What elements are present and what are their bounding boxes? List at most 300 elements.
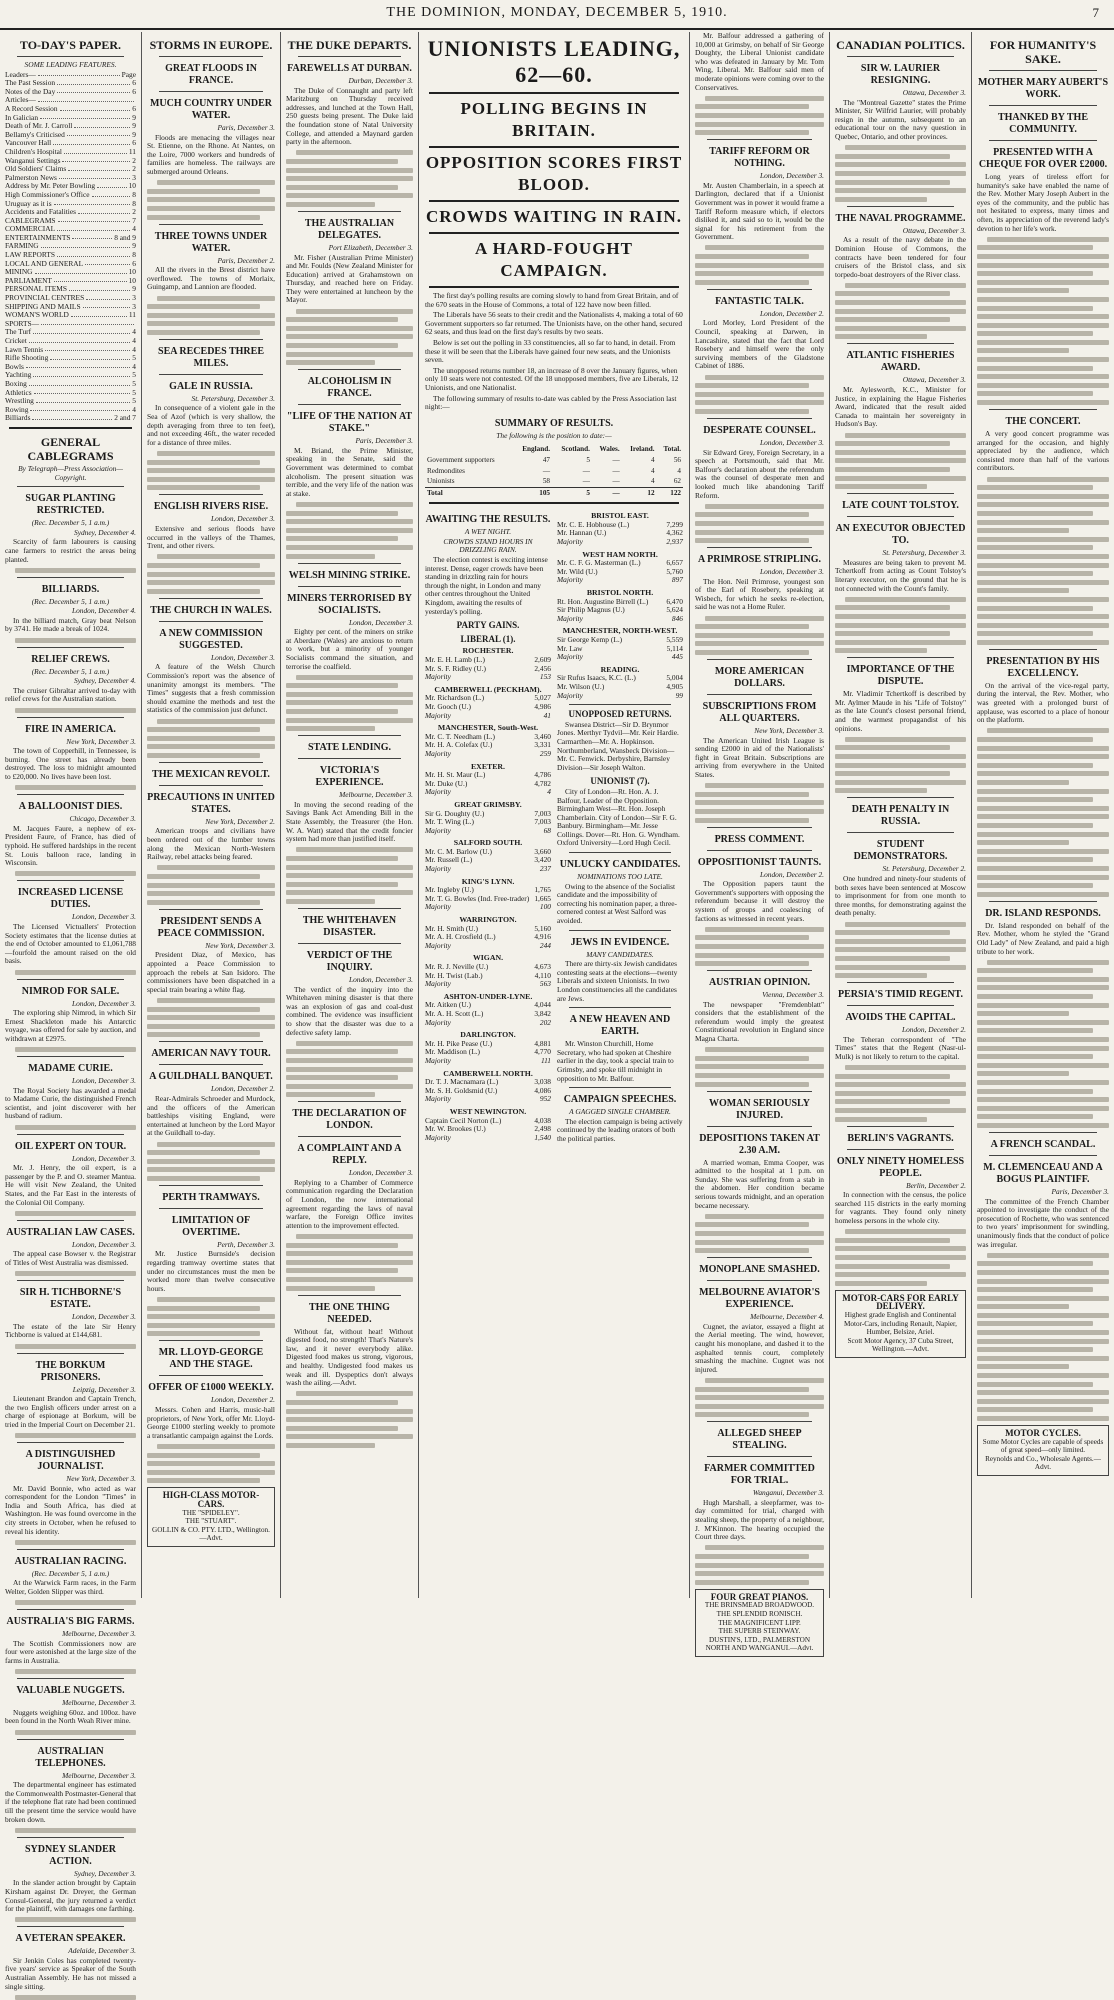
story-text: The Scottish Commissioners now are four were astonished at the large size of the farms in Australia.: [5, 1638, 136, 1665]
result-block: [425, 916, 551, 950]
index-page: 10: [128, 275, 136, 285]
liberal-heading: LIBERAL (1).: [460, 633, 516, 644]
story-text: The Opposition papers taunt the Government's supporters with opposing the referendum because it will destroy the system of groups and coalescing of factions as witnessed in recent years.: [695, 879, 824, 923]
story-dateline: London, December 3.: [71, 1312, 136, 1322]
col7-stories: [977, 173, 1109, 1421]
story-heading: ONLY NINETY HOMELESS PEOPLE.: [836, 1155, 965, 1179]
leader-dots: [85, 260, 130, 266]
story-dateline: London, December 2.: [759, 308, 824, 318]
index-page: 9: [132, 121, 136, 131]
candidate-votes: 4,786: [534, 770, 551, 780]
rule: [847, 1005, 954, 1006]
text-body-lines: [695, 375, 824, 414]
candidate-name: Mr. H. St. Maur (L.): [425, 770, 486, 780]
leader-dots: [41, 242, 131, 248]
text-body-lines: [286, 1234, 413, 1291]
rule: [707, 850, 812, 851]
text-body-lines: [5, 1211, 136, 1216]
candidate-votes: 5,760: [666, 566, 683, 576]
summary-cell: —: [582, 466, 590, 475]
leader-dots: [60, 105, 131, 111]
candidate-name: Mr. H. Twist (Lab.): [425, 970, 483, 980]
story-text: The "Montreal Gazette" states the Prime Minister, Sir Wilfrid Laurier, will probably resign in the autumn, subsequent to an educational tour on the navy question in Quebec, Ontario, and other provinces.: [835, 97, 966, 141]
text-body-lines: [147, 554, 275, 593]
story-text: Messrs. Cohen and Harris, music-hall proprietors, of New York, offer Mr. Lloyd-George £1000 sterling weekly to promote a transatlantic campaign against the Lords.: [147, 1405, 275, 1440]
story-heading: NIMROD FOR SALE.: [21, 985, 120, 997]
summary-col-header: [425, 444, 513, 455]
story-text: Mr. David Bonnie, who acted as war correspondent for the London "Times" in India and South Africa, has died at Washington. He was found overcome in the city streets in October, when he refused to reveal his identity.: [5, 1483, 136, 1536]
summary-cell: —: [612, 477, 620, 486]
mother-aubert-sub: MOTHER MARY AUBERT'S WORK.: [977, 77, 1109, 100]
candidate-name: Mr. C. T. Needham (L.): [425, 731, 495, 741]
story-text: Extensive and serious floods have occurred in the valleys of the Thames, Trent, and other rivers.: [147, 524, 275, 551]
text-body-lines: [5, 1828, 136, 1833]
leader-dots: [69, 285, 130, 291]
thanked-sub: THANKED BY THE COMMUNITY.: [997, 112, 1089, 135]
text-body-lines: [147, 1142, 275, 1181]
majority-row: [425, 788, 551, 797]
rule: [707, 659, 812, 660]
story-heading: THE AUSTRALIAN DELEGATES.: [304, 217, 395, 241]
index-page: 11: [128, 146, 136, 156]
story-dateline: Paris, December 3.: [217, 123, 275, 132]
candidate-name: Mr. C. E. Hobhouse (L.): [557, 519, 630, 529]
majority-value: 846: [671, 613, 683, 623]
story-text: In the slander action brought by Captain Kirsham against Dr. Dreyer, the German Consul-General, the jury returned a verdict for the plaintiff, with damages one farthing.: [5, 1878, 136, 1914]
index-page: 11: [128, 310, 136, 320]
index-label: COMMERCIAL: [5, 224, 56, 234]
story-dateline: London, December 3.: [348, 1168, 413, 1178]
ad-lines: [839, 1311, 962, 1354]
story-dateline: London, December 2.: [210, 1395, 275, 1405]
story-dateline: London, December 3.: [71, 912, 136, 922]
index-page: 3: [132, 172, 136, 182]
candidate-name: Mr. Ingleby (U.): [425, 885, 474, 895]
rule: [159, 494, 263, 495]
text-body-lines: [286, 502, 413, 559]
text-body-lines: [835, 1229, 966, 1286]
constituency-name: BRISTOL EAST.: [591, 511, 649, 521]
story-heading: A COMPLAINT AND A REPLY.: [297, 1143, 402, 1167]
leader-dots: [57, 79, 130, 85]
candidate-name: Mr. Maddison (L.): [425, 1047, 481, 1057]
story-heading: WELSH MINING STRIKE.: [288, 569, 411, 581]
rule: [989, 1155, 1097, 1156]
result-block: [425, 1031, 551, 1065]
majority-row: [425, 865, 551, 874]
candidate-votes: 5,114: [666, 643, 683, 653]
constituency-name: DARLINGTON.: [460, 1030, 516, 1040]
text-body-lines: [5, 785, 136, 790]
index-page: 6: [132, 103, 136, 113]
index-label: Yachting: [5, 370, 32, 380]
story-heading: MR. LLOYD-GEORGE AND THE STAGE.: [158, 1347, 264, 1371]
ad-line: THE "SPIDELEY".: [182, 1508, 240, 1517]
col6-stories: [835, 56, 966, 1286]
majority-value: 259: [539, 748, 551, 758]
candidate-name: Mr. Gooch (U.): [425, 701, 471, 711]
story-heading: AN EXECUTOR OBJECTED TO.: [835, 523, 966, 547]
story-heading: MONOPLANE SMASHED.: [699, 1264, 820, 1276]
unopposed-unionist-text: City of London—Rt. Hon. A. J. Balfour, Leader of the Opposition. Birmingham West—Rt. Hon. Joseph Chamberlain. City of London—Sir F. G. Banbury. Birmingham—Mr. Jesse Collings. Dover—Rt. Hon. G. Wyndham. Oxford University—Lord Hugh Cecil.: [557, 786, 680, 848]
rule: [989, 409, 1097, 410]
index-label: Uruguay as it is: [5, 198, 52, 208]
index-page: 3: [132, 301, 136, 311]
candidate-name: Rt. Hon. Augustine Birrell (L.): [557, 596, 649, 606]
story-text: The newspaper "Fremdenblatt" considers that the establishment of the referendum would imply the greatest Constitutional revolution in England since Magna Charta.: [695, 999, 824, 1044]
story-dateline: Sydney, December 4.: [74, 527, 136, 537]
story-heading: A BALLOONIST DIES.: [18, 801, 123, 813]
constituency-name: ASHTON-UNDER-LYNE.: [443, 991, 533, 1001]
story-text: A feature of the Welsh Church Commission's report was the absence of unanimity amongst its members. "The Times" suggests that a fresh commission should examine the methods and test the statistics of the commission just defunct.: [147, 662, 275, 715]
index-page: 4: [132, 344, 136, 354]
story-text: Without fat, without heat! Without digested food, no strength! That's Nature's law, and it never everybody alike. Digested food makes us strong, vigorous, and healthy. Undigested food makes us weak and ill. Dyspeptics don't always wash the ailing.—Advt.: [286, 1326, 413, 1388]
rule: [17, 647, 124, 648]
rule: [847, 832, 954, 833]
summary-cell: 4: [650, 466, 655, 475]
story-heading: ENGLISH RIVERS RISE.: [153, 501, 269, 513]
index-page: 8: [132, 198, 136, 208]
story-dateline: Melbourne, December 3.: [339, 790, 413, 800]
story-heading: LATE COUNT TOLSTOY.: [842, 500, 959, 512]
candidate-votes: 5,624: [666, 605, 683, 615]
text-body-lines: [147, 451, 275, 490]
candidate-name: Mr. Duke (U.): [425, 778, 468, 788]
story-text: All the rivers in the Brest district have overflowed. The towns of Morlaix, Guingamp, and Lannion are flooded.: [147, 265, 275, 292]
constituency-name: KING'S LYNN.: [461, 876, 515, 886]
result-block: [557, 512, 683, 546]
leader-dots: [34, 389, 131, 395]
text-body-lines: [977, 477, 1109, 645]
candidate-votes: 4,770: [534, 1047, 551, 1057]
story-text: In the billiard match, Gray beat Nelson by 3741. He made a break of 1024.: [5, 615, 136, 634]
candidate-votes: 4,110: [534, 970, 551, 980]
rule: [707, 418, 812, 419]
leader-dots: [38, 96, 134, 102]
summary-cell: 4: [650, 455, 655, 464]
constituency-name: WEST HAM NORTH.: [582, 549, 658, 559]
summary-cell: Government supporters: [427, 455, 495, 464]
text-body-lines: [5, 1730, 136, 1735]
summary-cell: 105: [513, 487, 552, 498]
story-text: As a result of the navy debate in the Dominion House of Commons, the contracts have been tendered for four cruisers of the Bristol class, and six torpedo-boat destroyers of the River class.: [835, 235, 966, 279]
text-body-lines: [286, 1041, 413, 1098]
index-label: CABLEGRAMS: [5, 215, 56, 225]
rule: [17, 1442, 124, 1443]
ad-line: Highest grade English and Continental Motor-Cars, including Renault, Napier, Humber, Belsize, Ariel.: [844, 1310, 957, 1337]
rule: [707, 1280, 812, 1281]
rule: [989, 649, 1097, 650]
leader-dots: [29, 380, 131, 386]
majority-label: Majority: [557, 652, 583, 662]
story-dateline: Perth, December 3.: [217, 1239, 275, 1249]
story-heading: PRESS COMMENT.: [714, 833, 805, 845]
majority-label: Majority: [425, 1055, 451, 1065]
text-body-lines: [977, 728, 1109, 896]
candidate-name: Captain Cecil Norton (L.): [425, 1115, 502, 1125]
summary-sub: The following is the position to date:—: [496, 430, 612, 440]
rule: [17, 979, 124, 980]
majority-label: Majority: [425, 710, 451, 720]
story-heading: DESPERATE COUNSEL.: [703, 424, 816, 436]
index-label: Athletics: [5, 387, 32, 397]
story-dateline: Sydney, December 3.: [74, 1868, 136, 1878]
index-page: 5: [132, 370, 136, 380]
story-dateline: Chicago, December 3.: [69, 814, 136, 824]
index-label: Rifle Shooting: [5, 353, 49, 363]
story-heading: A NEW COMMISSION SUGGESTED.: [159, 627, 263, 651]
cable-stories: [5, 486, 136, 2000]
story-dateline: London, December 3.: [71, 998, 136, 1008]
summary-cell: 12: [622, 487, 657, 498]
constituency-name: SALFORD SOUTH.: [453, 838, 523, 848]
story-heading: THREE TOWNS UNDER WATER.: [154, 230, 268, 254]
result-block: [425, 1070, 551, 1104]
majority-label: Majority: [557, 690, 583, 700]
index-row: [5, 414, 136, 423]
text-body-lines: [835, 145, 966, 202]
campaign-sub: A GAGGED SINGLE CHAMBER.: [569, 1107, 671, 1117]
majority-value: 111: [541, 1055, 551, 1065]
rule: [847, 982, 954, 983]
ad-line: THE SUPERB STEINWAY.: [718, 1627, 801, 1636]
story-dateline: Melbourne, December 4.: [750, 1312, 824, 1322]
motor-cycles-advert: [977, 1425, 1109, 1476]
story-text: American troops and civilians have been ordered out of the lumber towns along the Mexican North-Western Railway, rebel attacks being feared.: [147, 826, 275, 862]
leader-dots: [92, 191, 131, 197]
story-text: Mr. Aylesworth, K.C., Minister for Justice, in explaining the Hague Fisheries Award, indicated that the result aided Canada to maintain her sovereignty in Hudson's Bay.: [835, 385, 966, 429]
ad-line: Scott Motor Agency, 37 Cuba Street, Wellington.—Advt.: [847, 1336, 954, 1354]
story-heading: VALUABLE NUGGETS.: [16, 1685, 125, 1697]
majority-label: Majority: [557, 613, 583, 623]
story-dateline: St. Petersburg, December 3.: [882, 548, 966, 558]
rule: [159, 762, 263, 763]
text-body-lines: [835, 433, 966, 490]
index-label: A Record Session: [5, 103, 58, 113]
text-body-lines: [695, 1545, 824, 1584]
story-text: Cugnet, the aviator, essayed a flight at the Aerial meeting. The wind, however, caught his monoplane, and dashed it to the asphalted tennis court, completely smashing the machine. Cugnet was not injured.: [695, 1321, 824, 1374]
majority-value: 2,937: [666, 537, 683, 547]
summary-title: SUMMARY OF RESULTS.: [494, 417, 614, 429]
candidate-name: Mr. S. F. Ridley (U.): [425, 663, 487, 673]
story-heading: PERTH TRAMWAYS.: [162, 1191, 260, 1203]
story-text: A married woman, Emma Cooper, was admitted to the hospital at 1 p.m. on Sunday. She was suffering from a stab in the abdomen. Her condition became serious towards midnight, and an operation became necessary.: [695, 1157, 824, 1210]
rule: [17, 1549, 124, 1550]
index-label: FARMING: [5, 241, 39, 251]
text-body-lines: [147, 865, 275, 904]
unlucky-heading: UNLUCKY CANDIDATES.: [559, 859, 681, 871]
story-heading: MINERS TERRORISED BY SOCIALISTS.: [287, 592, 412, 616]
story-heading: AUSTRIAN OPINION.: [708, 977, 811, 989]
text-body-lines: [147, 180, 275, 219]
leader-dots: [83, 303, 131, 309]
text-body-lines: [695, 504, 824, 543]
story-dateline: Port Elizabeth, December 3.: [328, 242, 413, 252]
index-label: PROVINCIAL CENTRES: [5, 293, 85, 303]
index-page: 5: [132, 387, 136, 397]
ad-lines: [151, 1509, 271, 1543]
story-dateline: London, December 2.: [901, 1025, 966, 1035]
jews-heading: JEWS IN EVIDENCE.: [570, 936, 670, 948]
results-right-col: [557, 508, 683, 1146]
result-block: [557, 666, 683, 700]
story-text: The Hon. Neil Primrose, youngest son of the Earl of Rosebery, speaking at Wisbech, for which he seeks re-election, said he was not a Home Ruler.: [695, 576, 824, 612]
text-body-lines: [835, 737, 966, 794]
majority-row: [425, 942, 551, 951]
candidate-name: Sir Rufus Isaacs, K.C. (L.): [557, 673, 636, 683]
candidate-name: Mr. Wilson (U.): [557, 681, 605, 691]
leader-dots: [30, 406, 130, 412]
story-heading: A PRIMROSE STRIPLING.: [697, 554, 822, 566]
index-page: 10: [128, 181, 136, 191]
leader-dots: [36, 397, 130, 403]
lead-sub-3: CROWDS WAITING IN RAIN.: [425, 207, 682, 226]
candidate-votes: 7,003: [534, 817, 551, 827]
campaign-text: The election campaign is being actively continued by the leading orators of both the political parties.: [557, 1116, 683, 1143]
party-gains-heading: PARTY GAINS.: [456, 620, 520, 631]
story-dateline: London, December 3.: [348, 617, 413, 627]
text-body-lines: [147, 998, 275, 1037]
summary-cell: —: [582, 477, 590, 486]
index-page: 3: [132, 293, 136, 303]
jews-text: There are thirty-six Jewish candidates contesting seats at the elections—twenty Liberals and sixteen Unionists. In two London constituencies all the candidates are Jews.: [557, 959, 678, 1003]
leader-dots: [35, 268, 127, 274]
story-heading: INCREASED LICENSE DUTIES.: [17, 887, 124, 911]
candidate-name: Mr. S. H. Goldsmid (U.): [425, 1085, 498, 1095]
story-heading: VERDICT OF THE INQUIRY.: [306, 949, 393, 973]
col3-stories: [286, 77, 413, 1448]
story-heading: THE NAVAL PROGRAMME.: [835, 212, 966, 224]
candidate-name: Mr. A. H. Crosfield (L.): [425, 932, 496, 942]
unionist-heading: UNIONIST (7).: [590, 776, 650, 787]
candidate-name: Dr. T. J. Macnamara (L.): [425, 1077, 499, 1087]
rule: [847, 797, 954, 798]
earth-text: Mr. Winston Churchill, Home Secretary, who had spoken at Cheshire earlier in the day, took a special train to Grimsby, and spoke till midnight in opposition to Mr. Balfour.: [557, 1039, 674, 1083]
story-dateline: New York, December 2.: [205, 816, 275, 826]
text-body-lines: [147, 719, 275, 758]
summary-cell: 5: [552, 487, 592, 498]
story-heading: THE DECLARATION OF LONDON.: [292, 1108, 407, 1132]
index-label: Lawn Tennis: [5, 344, 44, 354]
lead-headline: UNIONISTS LEADING, 62—60.: [427, 36, 681, 87]
majority-row: [425, 827, 551, 836]
index-label: Vancouver Hall: [5, 138, 52, 148]
candidate-votes: 4,782: [534, 778, 551, 788]
rule: [17, 1353, 124, 1354]
story-heading: BILLIARDS.: [41, 583, 100, 595]
leader-dots: [40, 114, 130, 120]
result-block: [557, 627, 683, 661]
majority-row: [425, 1095, 551, 1104]
index-page: 4: [132, 327, 136, 337]
story-dateline: London, December 3.: [71, 1076, 136, 1086]
rule: [159, 339, 263, 340]
story-text: Mr. J. Henry, the oil expert, is a passenger by the P. and O. steamer Mantua. He will visit New Zealand, the United States, and the Far East in the interests of the Colonial Oil Company.: [5, 1163, 136, 1207]
story-dateline: London, December 2.: [759, 869, 824, 879]
text-body-lines: [5, 1047, 136, 1052]
text-body-lines: [977, 1253, 1109, 1421]
story-heading: MELBOURNE AVIATOR'S EXPERIENCE.: [699, 1287, 820, 1311]
leader-dots: [64, 148, 127, 154]
leader-dots: [29, 337, 131, 343]
story-text: The Teheran correspondent of "The Times" states that the Regent (Nasr-ul-Mulk) is not likely to return to the capital.: [835, 1034, 966, 1061]
rule: [17, 1220, 124, 1221]
ad-line: DUSTIN'S, LTD., PALMERSTON NORTH AND WANGANUI.—Advt.: [705, 1635, 814, 1653]
story-heading: PRESENTATION BY HIS EXCELLENCY.: [986, 655, 1100, 679]
rule: [707, 827, 812, 828]
story-received: (Rec. December 5, 1 a.m.): [31, 1568, 110, 1578]
leader-dots: [68, 165, 130, 171]
candidate-name: Sir Philip Magnus (U.): [557, 605, 625, 615]
majority-label: Majority: [425, 825, 451, 835]
story-heading: TARIFF REFORM OR NOTHING.: [709, 146, 810, 170]
story-text: M. Briand, the Prime Minister, speaking in the Senate, said the Government was determined to combat alcoholism. The present situation was terrible, and the very life of the nation was at stake.: [286, 445, 413, 498]
majority-label: Majority: [425, 940, 451, 950]
story-text: Mr. Justice Burnside's decision regarding tramway overtime states that under no circumstances must the men be worked more than twelve consecutive hours.: [147, 1249, 275, 1293]
index-label: MINING: [5, 267, 33, 277]
rule: [707, 1091, 812, 1092]
story-heading: AUSTRALIAN LAW CASES.: [6, 1226, 135, 1238]
rule: [17, 486, 124, 487]
unopposed-heading: UNOPPOSED RETURNS.: [568, 709, 672, 720]
story-heading: FARMER COMMITTED FOR TRIAL.: [704, 1463, 815, 1487]
majority-row: [557, 538, 683, 547]
summary-cell: 62: [673, 477, 681, 486]
constituency-name: CAMBERWELL NORTH.: [443, 1068, 533, 1078]
story-heading: OFFER OF £1000 WEEKLY.: [148, 1382, 274, 1394]
constituency-name: MANCHESTER, South-West.: [437, 723, 539, 733]
summary-col-header: Total.: [663, 445, 681, 454]
rule: [298, 1136, 401, 1137]
unlucky-text: Owing to the absence of the Socialist candidate and the impossibility of correcting his nomination paper, a three-cornered contest at West Salford was avoided.: [557, 881, 677, 926]
story-heading: AVOIDS THE CAPITAL.: [845, 1012, 956, 1024]
index-label: LAW REPORTS: [5, 250, 55, 260]
constituency-name: MANCHESTER, NORTH-WEST.: [562, 626, 678, 636]
leader-dots: [33, 371, 130, 377]
story-dateline: London, December 3.: [210, 514, 275, 524]
leader-dots: [78, 208, 130, 214]
candidate-name: Sir George Kemp (L.): [557, 635, 623, 644]
rule: [847, 1126, 954, 1127]
rule: [847, 516, 954, 517]
story-dateline: New York, December 3.: [205, 940, 275, 950]
candidate-name: Mr. E. H. Lamb (L.): [425, 655, 485, 664]
awaiting-heading: AWAITING THE RESULTS.: [425, 514, 551, 526]
majority-row: [557, 576, 683, 585]
rule: [159, 598, 263, 599]
col2-stories: [147, 124, 275, 1483]
story-text: Floods are menacing the villages near St. Etienne, on the Rhone. At Nantes, on the Loire, 7000 workers and hundreds of families are homeless. The railways are submerged around Orleans.: [147, 132, 275, 176]
story-heading: OPPOSITIONIST TAUNTS.: [697, 856, 822, 868]
text-body-lines: [835, 283, 966, 340]
rule: [298, 758, 401, 759]
index-page: 7: [132, 215, 136, 225]
leader-dots: [54, 200, 131, 206]
story-text: The appeal case Bowser v. the Registrar of Titles of West Australia was dismissed.: [5, 1249, 136, 1267]
rule: [159, 785, 263, 786]
index-page: 10: [128, 267, 136, 277]
leader-dots: [67, 131, 130, 137]
story-text: Nuggets weighing 60oz. and 100oz. have been found in the North Weah River mine.: [5, 1707, 136, 1726]
candidate-votes: 4,038: [534, 1115, 551, 1125]
story-text: Scarcity of farm labourers is causing cane farmers to restrict the areas being planted.: [5, 537, 136, 564]
story-dateline: St. Petersburg, December 3.: [191, 393, 275, 403]
majority-value: 4: [547, 787, 551, 797]
rule: [707, 694, 812, 695]
results-right: [557, 512, 683, 700]
result-block: [425, 763, 551, 797]
text-body-lines: [286, 675, 413, 732]
